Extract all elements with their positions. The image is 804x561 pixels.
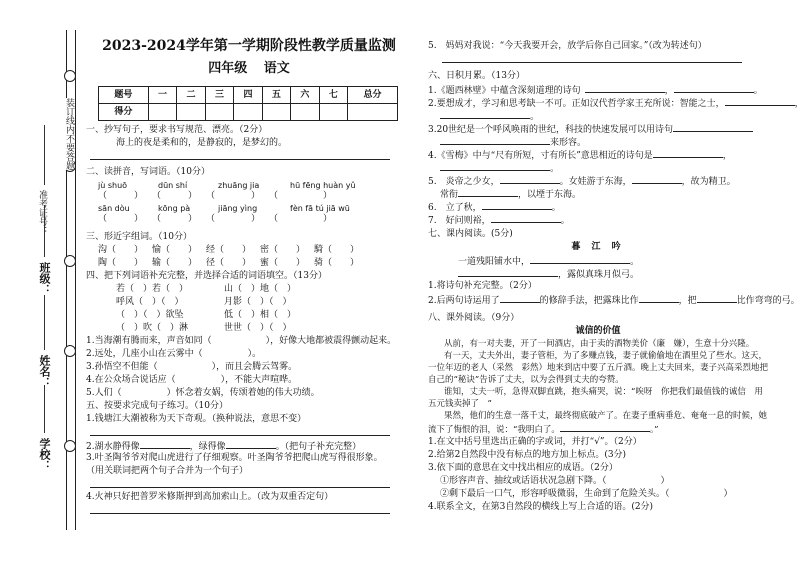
sentence-task: 3.叶圣陶爷爷对爬山虎进行了仔细观察。叶圣陶爷爷把爬山虎写得很形象。 <box>86 453 383 463</box>
score-header-cell: 三 <box>205 87 233 104</box>
score-cell[interactable] <box>234 104 262 121</box>
copy-sentence: 海上的夜是柔和的，是静寂的，是梦幻的。 <box>116 138 288 148</box>
char-pair[interactable]: 愉（ ） <box>152 245 198 255</box>
sentence-task: 。（把句子补充完整） <box>275 442 362 452</box>
question-4 <box>86 270 412 400</box>
recite-task: 1.《题西林壁》中蕴含深刻道理的诗句 <box>428 86 581 96</box>
passage-paragraph: 谁知，丈夫一听，急得双脚直跳，抱头痛哭，说：“唉呀 你把我们最值钱的诚信 用五元钱卖掉了 ” <box>428 387 763 409</box>
recite-task: 5. 炎帝之少女， <box>428 177 500 187</box>
question-3 <box>86 231 412 270</box>
poem-task: 2.后两句诗运用了 <box>428 296 500 306</box>
fill-sentence[interactable]: 2.远处，几座小山在云雾中（ ）。 <box>86 349 262 359</box>
answer-blank[interactable] <box>458 187 518 197</box>
score-header-cell: 四 <box>234 87 262 104</box>
binding-notice: 装订线内不要答题 <box>64 98 74 170</box>
poem-blank[interactable] <box>458 267 558 277</box>
score-header-cell: 六 <box>291 87 319 104</box>
recite-task: 。女娃游于东海， <box>559 177 632 187</box>
answer-blank[interactable] <box>639 293 679 303</box>
answer-line[interactable] <box>90 504 390 514</box>
name-field[interactable] <box>44 295 46 350</box>
answer-blank[interactable] <box>560 422 650 432</box>
char-pair[interactable]: 径（ ） <box>206 258 252 268</box>
answer-blank[interactable] <box>673 122 753 132</box>
binding-sidebar <box>0 0 80 561</box>
question-title: 一、抄写句子，要求书写规范、漂亮。（2分） <box>86 125 268 135</box>
passage-paragraph: 有一天，丈夫外出，妻子管柜，为了多赚点钱，妻子就偷偷地在酒里兑了些水。这天，一位年迈的老人（采然 彩然）地来到店中要了五斤酒。晚上丈夫回来，妻子兴高采烈地把自己的“秘诀”告诉了丈夫，以为会得到丈夫的夸赞。 <box>428 351 769 385</box>
pinyin: sān dòu <box>98 204 130 213</box>
pinyin: jiāng yìng <box>218 204 258 213</box>
score-table-score-row <box>99 104 398 121</box>
score-row-label: 得分 <box>99 104 149 121</box>
recite-task: 正如汉代哲学家王充所说：智能之士， <box>571 99 725 109</box>
question-title: 六、日积月累。（13分） <box>428 71 525 81</box>
fill-sentence[interactable]: 1.当海潮有腾而来，声音如同（ ），好像大地都被震得颤动起来。 <box>86 336 397 346</box>
recite-task: 来形容。 <box>550 138 587 148</box>
fill-sentence[interactable]: 3.孙悟空不但能（ ），而且会腾云驾雾。 <box>86 362 298 372</box>
answer-blank[interactable] <box>491 213 561 223</box>
passage-paragraph: 。” <box>649 425 659 435</box>
answer-blank[interactable] <box>585 83 665 93</box>
score-cell[interactable] <box>262 104 290 121</box>
recite-task: 7. 好问则裕， <box>428 216 491 226</box>
question-5-continued <box>428 40 768 66</box>
answer-line[interactable] <box>90 478 390 488</box>
score-header-cell: 题号 <box>99 87 149 104</box>
idiom-blank[interactable]: （ ）（ ）欲坠 <box>116 310 184 320</box>
copy-answer-line[interactable] <box>90 150 390 160</box>
answer-blank[interactable] <box>500 293 540 303</box>
sentence-task: 4.火神只好把普罗米修斯押到高加索山上。（改为双重否定句） <box>86 492 334 502</box>
sentence-task: ，绿得像 <box>189 442 226 452</box>
answer-line[interactable] <box>442 53 742 63</box>
pinyin: jù shuō <box>98 181 128 190</box>
sentence-task: 5. 妈妈对我说：“今天我要开会，放学后你自己回家。”（改为转述句） <box>428 41 707 51</box>
sentence-task: 2.湖水静得像 <box>86 442 140 452</box>
question-title: 八、课外阅读。（9分） <box>428 313 520 323</box>
question-6: 六、日积月累。（13分） 1.《题西林壁》中蕴含深刻道理的诗句 ， 。 2.要想成才，学习和思考缺一不可。正如汉代哲学家王充所说：智能之士， ， 。 3.20世纪是一个呼风唤雨的世纪，科技的快速发展可以用诗句 来形容。 4.《雪梅》中与“尺有所短，寸有所长”意思相近的诗句是 ， 。 5. 炎帝之少女， 。女娃游于东海， ，故为精卫。 常衔 ，以堙于东海。 6. 立了秋， 。 7. 好问则裕， 。 <box>428 71 804 226</box>
pinyin: hū fēng huàn yǔ <box>290 181 356 190</box>
poem-task: 的修辞手法，把露珠比作 <box>539 296 639 306</box>
answer-blank[interactable] <box>632 174 682 184</box>
pinyin: zhuāng jia <box>218 181 260 190</box>
score-cell[interactable] <box>148 104 176 121</box>
question-5 <box>86 400 412 517</box>
pinyin-answer-row[interactable]: （ ） （ ） （ ） （ ） <box>98 191 333 201</box>
char-pair[interactable]: 经（ ） <box>206 245 252 255</box>
idiom-blank[interactable]: 若（ ）若（ ） <box>116 284 189 294</box>
reading-task: 3.依下面的意思在文中找出相应的成语。（2分） <box>428 463 618 473</box>
poem-blank[interactable] <box>530 254 630 264</box>
sentence-task: 1.钱塘江大潮被称为天下奇观。（换种说法，意思不变） <box>86 414 307 424</box>
question-title: 三、形近字组词。（10分） <box>86 232 192 242</box>
score-header-cell: 总分 <box>348 87 398 104</box>
fill-sentence[interactable]: 5.人们（ ）怀念着女娲，传颂着她的伟大功绩。 <box>86 388 320 398</box>
char-pair[interactable]: 蜜（ ） <box>260 258 306 268</box>
char-pair[interactable]: 騎（ ） <box>314 245 360 255</box>
answer-blank[interactable] <box>140 439 190 449</box>
char-pair[interactable]: 密（ ） <box>260 245 306 255</box>
answer-blank[interactable] <box>482 200 552 210</box>
binding-hole <box>64 440 76 452</box>
pinyin: dūn shí <box>158 181 188 190</box>
answer-blank[interactable] <box>440 135 550 145</box>
answer-blank[interactable] <box>653 148 723 158</box>
answer-line[interactable] <box>90 426 390 436</box>
char-pair[interactable]: 骑（ ） <box>314 258 360 268</box>
fill-sentence[interactable]: 4.在公众场合说话应（ ），不能大声喧哗。 <box>86 375 298 385</box>
exam-subtitle: 四年级 语文 <box>208 61 290 76</box>
binding-hole <box>64 345 76 357</box>
score-header-cell: 七 <box>319 87 347 104</box>
idiom-blank[interactable]: 呼风（ ）（ ） <box>116 297 184 307</box>
school-field[interactable] <box>44 385 46 433</box>
question-1 <box>86 124 412 163</box>
pinyin: kōng pà <box>158 204 191 213</box>
char-pair[interactable]: 陶（ ） <box>98 258 144 268</box>
question-7: 七、课内阅读。(5分) 暮 江 吟 一道残阳铺水中， 。 ，露似真珠月似弓。 1.将诗句补充完整。（2分） 2.后两句诗运用了 的修辞手法，把露珠比作 ，把 比作弯弯的弓。 <box>428 229 800 306</box>
recite-task: 4.《雪梅》中与“尺有所短，寸有所长”意思相近的诗句是 <box>428 151 653 161</box>
char-pair[interactable]: 输（ ） <box>152 258 198 268</box>
question-2 <box>86 166 412 225</box>
char-pair[interactable]: 沟（ ） <box>98 245 144 255</box>
score-cell[interactable] <box>177 104 205 121</box>
score-table-header-row <box>99 87 398 104</box>
poem-line: ，露似真珠月似弓。 <box>558 270 640 280</box>
name-label: 姓名： <box>38 355 51 388</box>
recite-task: 6. 立了秋， <box>428 203 482 213</box>
reading-task[interactable]: ②剩下最后一口气，形容呼吸微弱，生命到了危险关头。（ ） <box>440 489 733 499</box>
pinyin: fèn fā tú jiā wū <box>290 204 350 213</box>
answer-blank[interactable] <box>440 109 530 119</box>
idiom-blank[interactable]: 世世（ ）（ ） <box>224 323 292 333</box>
poem-line: 一道残阳铺水中， <box>458 257 531 267</box>
recite-task: 常衔 <box>440 190 459 200</box>
binding-hole <box>64 70 76 82</box>
poem-task: 1.将诗句补充完整。（2分） <box>428 281 537 291</box>
question-8 <box>428 312 768 514</box>
score-cell[interactable] <box>348 104 398 121</box>
pinyin-answer-row[interactable]: （ ） （ ） （ ） （ ） <box>98 214 333 224</box>
question-title: 四、把下列词语补充完整，并选择合适的词语填空。（13分） <box>86 271 327 281</box>
score-cell[interactable] <box>291 104 319 121</box>
recite-task: ，以堙于东海。 <box>518 190 582 200</box>
answer-blank[interactable] <box>697 293 737 303</box>
passage-paragraph: 果然，他们的生意一落千丈，最终彻底破产了。在妻子重病垂危、奄奄一息的时候，她流下了悔恨的泪，说：“我明白了。 <box>428 411 768 435</box>
school-label: 学校： <box>38 438 51 471</box>
answer-blank[interactable] <box>725 96 795 106</box>
poem-title: 暮 江 吟 <box>571 242 625 252</box>
reading-task: 1.在文中括号里选出正确的字或词，并打“√”。（2分） <box>428 437 642 447</box>
idiom-blank[interactable]: 低（ ）相（ ） <box>224 310 297 320</box>
question-title: 二、读拼音，写词语。（10分） <box>86 167 210 177</box>
score-header-cell: 一 <box>148 87 176 104</box>
class-label: 班级： <box>38 262 51 295</box>
idiom-blank[interactable]: 月影（ ）（ ） <box>224 297 292 307</box>
score-cell[interactable] <box>319 104 347 121</box>
answer-blank[interactable] <box>440 161 550 171</box>
score-header-cell: 二 <box>177 87 205 104</box>
exam-number-label: 准考证号： <box>37 190 47 235</box>
passage-paragraph: 从前，有一对夫妻，开了一间酒店，由于卖的酒物美价（廉 嫌），生意十分兴隆。 <box>444 339 755 349</box>
class-field[interactable] <box>44 205 46 257</box>
question-title: 七、课内阅读。(5分) <box>428 229 513 239</box>
score-table <box>98 86 398 121</box>
exam-title: 2023-2024学年第一学期阶段性教学质量监测 <box>102 38 396 54</box>
recite-task: 3.20世纪是一个呼风唤雨的世纪，科技的快速发展可以用诗句 <box>428 125 674 135</box>
answer-blank[interactable] <box>674 83 754 93</box>
recite-task: ，故为精卫。 <box>681 177 736 187</box>
idiom-blank[interactable]: （ ）吹（ ）淋 <box>116 323 189 333</box>
idiom-blank[interactable]: 山（ ）地（ ） <box>224 284 297 294</box>
score-header-cell: 五 <box>262 87 290 104</box>
exam-number-field[interactable] <box>44 125 46 185</box>
answer-blank[interactable] <box>500 174 560 184</box>
poem-task: ，把 <box>678 296 697 306</box>
answer-blank[interactable] <box>226 439 276 449</box>
recite-task: 2.要想成才，学习和思考缺一不可。 <box>428 99 572 109</box>
poem-task: 比作弯弯的弓。 <box>736 296 800 306</box>
reading-task: 2.给第2自然段中没有标点的地方加上标点。(3分) <box>428 450 627 460</box>
score-cell[interactable] <box>205 104 233 121</box>
question-title: 五、按要求完成句子练习。（10分） <box>86 401 228 411</box>
reading-task[interactable]: ①形容声音、抽纹或话语状况急剧下降。（ ） <box>440 476 670 486</box>
binding-hole <box>64 255 76 267</box>
reading-task: 4.联系全文，在第3自然段的横线上写上合适的语。(2分) <box>428 502 654 512</box>
sentence-task-note: （用关联词把两个句子合并为一个句子） <box>86 466 249 476</box>
passage-title: 诚信的价值 <box>575 326 621 336</box>
